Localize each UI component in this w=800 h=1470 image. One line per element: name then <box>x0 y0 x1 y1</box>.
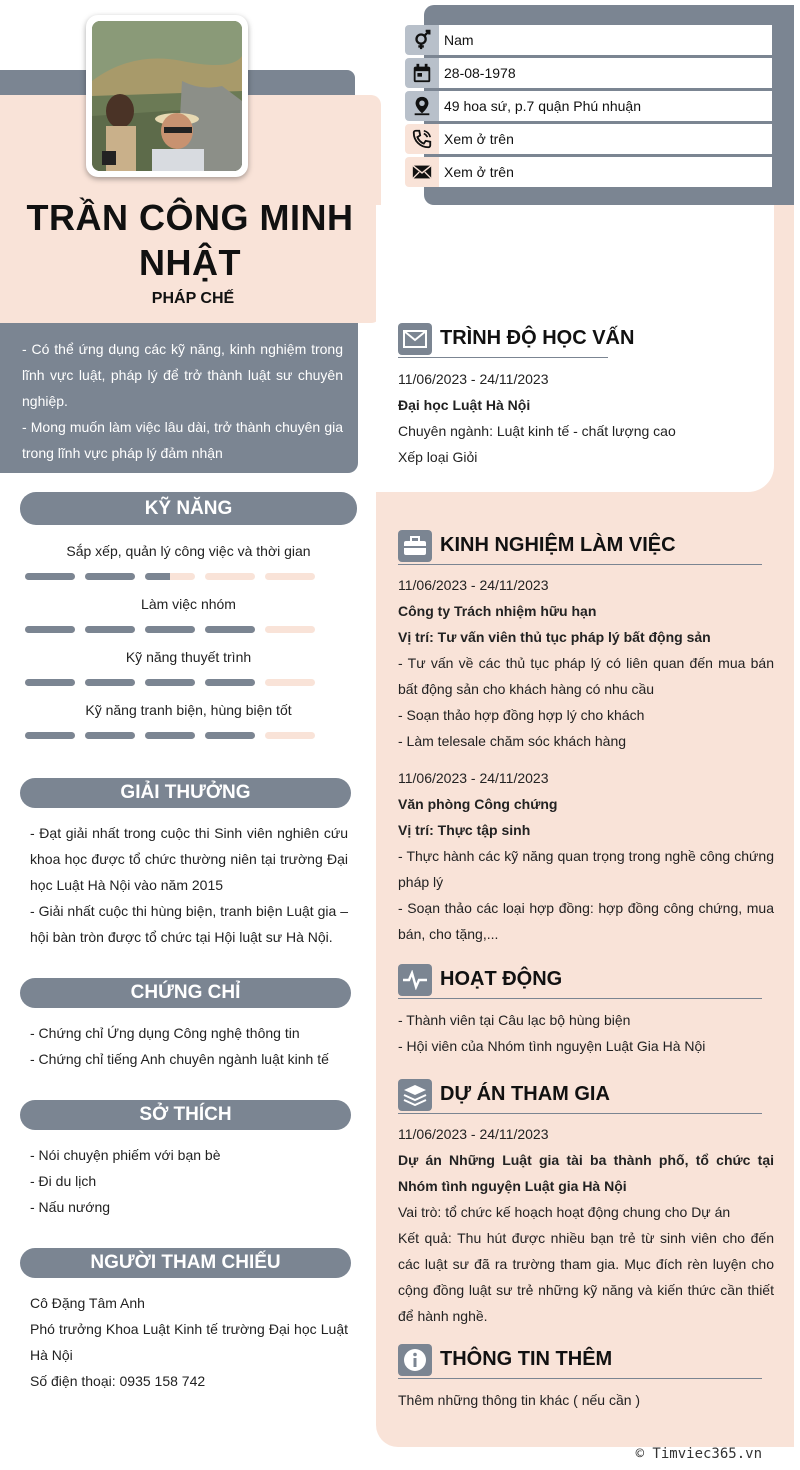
contact-phone-value: Xem ở trên <box>439 124 772 154</box>
contact-birthday-value: 28-08-1978 <box>439 58 772 88</box>
email-icon <box>405 157 439 187</box>
certificates-list <box>30 1020 348 1072</box>
gender-icon <box>405 25 439 55</box>
certificates-heading: CHỨNG CHỈ <box>20 978 351 1008</box>
layers-icon <box>398 1079 432 1111</box>
skill-bar-fill <box>85 732 135 739</box>
skill-bar-segment <box>205 732 255 739</box>
envelope-icon <box>398 323 432 355</box>
job-duty: - Soạn thảo hợp đồng hợp lý cho khách <box>398 707 645 723</box>
skill-bar-segment <box>265 573 315 580</box>
job-duty: - Tư vấn về các thủ tục pháp lý có liên quan đến mua bán bất động sản cho khách hàng có nhu cầu <box>398 655 774 697</box>
activity-item: - Thành viên tại Câu lạc bộ hùng biện <box>398 1012 631 1028</box>
awards-heading: GIẢI THƯỞNG <box>20 778 351 808</box>
certificate-item: - Chứng chỉ Ứng dụng Công nghệ thông tin <box>30 1025 300 1041</box>
skill-bar-segment <box>145 573 195 580</box>
job-duty: - Soạn thảo các loại hợp đồng: hợp đồng công chứng, mua bán, cho tặng,... <box>398 900 774 942</box>
skill-bar-fill <box>85 573 135 580</box>
reference-phone: Số điện thoại: 0935 158 742 <box>30 1373 206 1389</box>
activities-heading <box>398 964 762 999</box>
skill-bar-segment <box>85 732 135 739</box>
skill-bar-fill <box>85 679 135 686</box>
calendar-icon <box>405 58 439 88</box>
certificate-item: - Chứng chỉ tiếng Anh chuyên ngành luật kinh tế <box>30 1051 329 1067</box>
contact-address-value: 49 hoa sứ, p.7 quận Phú nhuận <box>439 91 772 121</box>
contact-birthday <box>405 58 772 88</box>
skill-bar-fill <box>85 626 135 633</box>
skill-bar-segment <box>25 573 75 580</box>
education-title: TRÌNH ĐỘ HỌC VẤN <box>440 327 635 349</box>
skill-bar-fill <box>205 679 255 686</box>
contact-gender-value: Nam <box>439 25 772 55</box>
skill-bars <box>25 626 325 633</box>
career-objective <box>22 336 343 466</box>
contact-gender <box>405 25 772 55</box>
reference-position: Phó trưởng Khoa Luật Kinh tế trường Đại học Luật Hà Nội <box>30 1321 348 1363</box>
education-period: 11/06/2023 - 24/11/2023 <box>398 371 549 387</box>
more-info-heading <box>398 1344 762 1379</box>
job-duty: - Thực hành các kỹ năng quan trọng trong nghề công chứng pháp lý <box>398 848 774 890</box>
education-major: Chuyên ngành: Luật kinh tế - chất lượng cao <box>398 423 676 439</box>
skill-bar-segment <box>85 573 135 580</box>
skill-bar-fill <box>205 626 255 633</box>
project-period: 11/06/2023 - 24/11/2023 <box>398 1126 549 1142</box>
activities-list <box>398 1007 774 1059</box>
project-role: Vai trò: tổ chức kế hoạch hoạt động chung cho Dự án <box>398 1204 731 1220</box>
experience-heading <box>398 530 762 565</box>
experience-job <box>398 572 774 754</box>
briefcase-icon <box>398 530 432 562</box>
skill-bar-segment <box>145 626 195 633</box>
contact-phone <box>405 124 772 154</box>
skill-bars <box>25 679 325 686</box>
skill-bar-segment <box>265 626 315 633</box>
skill-name: Làm việc nhóm <box>141 596 236 612</box>
skills-heading: KỸ NĂNG <box>20 492 357 525</box>
activities-title: HOẠT ĐỘNG <box>440 968 563 990</box>
hobby-item: - Nói chuyện phiếm với bạn bè <box>30 1147 221 1163</box>
experience-job <box>398 765 774 947</box>
skill-bar-fill <box>25 573 75 580</box>
footer-watermark: © Timviec365.vn <box>635 1446 762 1462</box>
skill-bar-segment <box>265 679 315 686</box>
activity-item: - Hội viên của Nhóm tình nguyện Luật Gia Hà Nội <box>398 1038 706 1054</box>
skill-bar-segment <box>25 679 75 686</box>
hobbies-list <box>30 1142 348 1220</box>
skill-bar-segment <box>145 679 195 686</box>
hobbies-heading: SỞ THÍCH <box>20 1100 351 1130</box>
skill-name: Kỹ năng thuyết trình <box>125 649 252 665</box>
job-company: Công ty Trách nhiệm hữu hạn <box>398 603 597 619</box>
skill-bar-fill <box>25 679 75 686</box>
job-position: Vị trí: Tư vấn viên thủ tục pháp lý bất động sản <box>398 629 711 645</box>
hobby-item: - Nấu nướng <box>30 1199 111 1215</box>
contact-email <box>405 157 772 187</box>
job-period: 11/06/2023 - 24/11/2023 <box>398 577 549 593</box>
skill-bar-fill <box>145 626 195 633</box>
job-title: PHÁP CHẾ <box>151 290 235 307</box>
contact-address <box>405 91 772 121</box>
education-details <box>398 366 774 470</box>
phone-icon <box>405 124 439 154</box>
job-company: Văn phòng Công chứng <box>398 796 558 812</box>
projects-heading <box>398 1079 762 1114</box>
skill-bar-segment <box>85 626 135 633</box>
job-position: Vị trí: Thực tập sinh <box>398 822 531 838</box>
name-line-2: NHẬT <box>139 242 241 283</box>
hobby-item: - Đi du lịch <box>30 1173 97 1189</box>
education-grade: Xếp loại Giỏi <box>398 449 478 465</box>
skill-bar-fill <box>145 732 195 739</box>
skill-bar-segment <box>25 626 75 633</box>
more-info-title: THÔNG TIN THÊM <box>440 1348 613 1370</box>
skill-bar-fill <box>145 679 195 686</box>
education-school: Đại học Luật Hà Nội <box>398 397 531 413</box>
reference-name: Cô Đặng Tâm Anh <box>30 1295 145 1311</box>
education-heading <box>398 323 635 358</box>
name-line-1: TRẦN CÔNG MINH <box>26 197 354 238</box>
skill-bar-segment <box>205 679 255 686</box>
award-item: - Giải nhất cuộc thi hùng biện, tranh biện Luật gia – hội bàn tròn được tổ chức tại Hội luật sư Hà Nội. <box>30 903 348 945</box>
skill-bar-fill <box>145 573 170 580</box>
info-icon <box>398 1344 432 1376</box>
skill-name: Kỹ năng tranh biện, hùng biện tốt <box>85 702 292 718</box>
project-result: Kết quả: Thu hút được nhiều bạn trẻ từ sinh viên cho đến các luật sư đã ra trường tham gia. Mục đích rèn luyện cho cộng đồng luật sư trẻ những kỹ năng và kiến thức cần thiết để hành nghề. <box>398 1230 774 1324</box>
contact-email-value: Xem ở trên <box>439 157 772 187</box>
skill-bar-segment <box>145 732 195 739</box>
job-period: 11/06/2023 - 24/11/2023 <box>398 770 549 786</box>
more-info-text: Thêm những thông tin khác ( nếu cần ) <box>398 1392 641 1408</box>
skill-bar-segment <box>265 732 315 739</box>
objective-line: - Có thể ứng dụng các kỹ năng, kinh nghiệm trong lĩnh vực luật, pháp lý để trở thành luật sư chuyên nghiệp. <box>22 341 343 409</box>
experience-title: KINH NGHIỆM LÀM VIỆC <box>440 534 676 556</box>
references-list <box>30 1290 348 1394</box>
avatar <box>86 15 248 177</box>
skill-bar-segment <box>205 626 255 633</box>
skill-bar-segment <box>25 732 75 739</box>
skill-bar-fill <box>25 732 75 739</box>
skill-bar-fill <box>25 626 75 633</box>
skill-name: Sắp xếp, quản lý công việc và thời gian <box>66 543 311 559</box>
projects-title: DỰ ÁN THAM GIA <box>440 1083 610 1105</box>
awards-list <box>30 820 348 950</box>
skill-bar-fill <box>205 732 255 739</box>
project-details <box>398 1121 774 1329</box>
project-name: Dự án Những Luật gia tài ba thành phố, tổ chức tại Nhóm tình nguyện Luật gia Hà Nội <box>398 1152 774 1194</box>
skill-bar-segment <box>205 573 255 580</box>
objective-line: - Mong muốn làm việc lâu dài, trở thành chuyên gia trong lĩnh vực pháp lý đảm nhận <box>22 419 343 461</box>
award-item: - Đạt giải nhất trong cuộc thi Sinh viên nghiên cứu khoa học được tổ chức thường niên tại trường Đại học Luật Hà Nội vào năm 2015 <box>30 825 348 893</box>
job-duty: - Làm telesale chăm sóc khách hàng <box>398 733 627 749</box>
pulse-icon <box>398 964 432 996</box>
skill-bars <box>25 573 325 580</box>
references-heading: NGƯỜI THAM CHIẾU <box>20 1248 351 1278</box>
skill-bar-segment <box>85 679 135 686</box>
skill-bars <box>25 732 325 739</box>
location-icon <box>405 91 439 121</box>
candidate-name <box>0 195 380 285</box>
